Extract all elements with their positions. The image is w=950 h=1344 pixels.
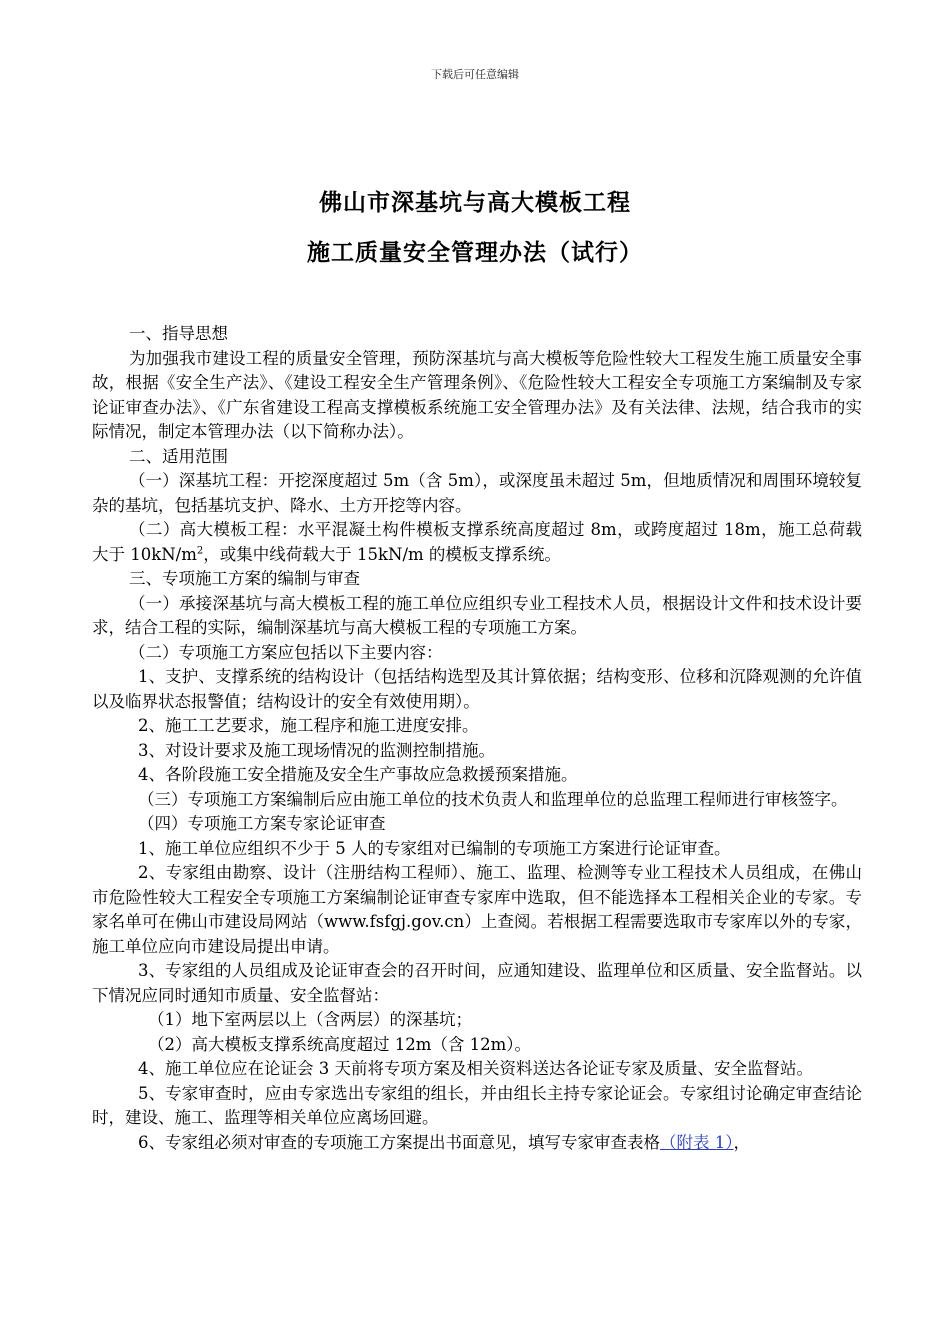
paragraph: 为加强我市建设工程的质量安全管理，预防深基坑与高大模板等危险性较大工程发生施工质量安全事故，根据《安全生产法》、《建设工程安全生产管理条例》、《危险性较大工程安全专项施工方案编制及专家论证审查办法》、《广东省建设工程高支撑模板系统施工安全管理办法》及有关法律、法规，结合我市的实际情况，制定本管理办法（以下简称办法）。	[92, 348, 862, 441]
list-item: 5、专家审查时，应由专家选出专家组的组长，并由组长主持专家论证会。专家组讨论确定审查结论时，建设、施工、监理等相关单位应离场回避。	[92, 1083, 862, 1127]
document-title-line2: 施工质量安全管理办法（试行）	[307, 239, 643, 266]
paragraph	[92, 518, 862, 567]
list-item: 4、各阶段施工安全措施及安全生产事故应急救援预案措施。	[138, 765, 578, 784]
paragraph: （一）承接深基坑与高大模板工程的施工单位应组织专业工程技术人员，根据设计文件和技术设计要求，结合工程的实际，编制深基坑与高大模板工程的专项施工方案。	[92, 593, 862, 637]
section-heading-plan: 三、专项施工方案的编制与审查	[129, 569, 360, 588]
paragraph-text: ，或集中线荷载大于 15kN/m 的模板支撑系统。	[203, 544, 561, 564]
paragraph-text: 6、专家组必须对审查的专项施工方案提出书面意见，填写专家审查表格	[138, 1132, 660, 1152]
list-item: （1）地下室两层以上（含两层）的深基坑；	[148, 1010, 472, 1029]
paragraph-text: （二）高大模板工程：水平混凝土构件模板支撑系统高度超过 8m，或跨度超过 18m，施工总荷载大于 10kN/m	[92, 520, 862, 564]
list-item	[92, 1131, 862, 1156]
section-heading-guiding: 一、指导思想	[129, 324, 228, 343]
paragraph-text: ，	[733, 1132, 750, 1152]
list-item: 2、专家组由勘察、设计（注册结构工程师）、施工、监理、检测等专业工程技术人员组成，在佛山市危险性较大工程安全专项施工方案编制论证审查专家库中选取，但不能选择本工程相关企业的专家。专家名单可在佛山市建设局网站（www.fsfgj.gov.cn）上查阅。若根据工程需要选取市专家库以外的专家，施工单位应向市建设局提出申请。	[92, 863, 862, 956]
document-body	[92, 322, 862, 1155]
list-item: 3、对设计要求及施工现场情况的监测控制措施。	[138, 740, 495, 760]
list-item: 2、施工工艺要求，施工程序和施工进度安排。	[138, 716, 479, 735]
list-item: 3、专家组的人员组成及论证审查会的召开时间，应通知建设、监理单位和区质量、安全监督站。以下情况应同时通知市质量、安全监督站：	[92, 961, 862, 1005]
appendix-link[interactable]: （附表 1）	[660, 1132, 734, 1152]
paragraph: （二）专项施工方案应包括以下主要内容：	[129, 642, 443, 662]
section-heading-scope: 二、适用范围	[129, 446, 228, 466]
list-item: （2）高大模板支撑系统高度超过 12m（含 12m）。	[148, 1034, 532, 1054]
subsection-heading: （四）专项施工方案专家论证审查	[138, 814, 386, 833]
document-title-line1: 佛山市深基坑与高大模板工程	[319, 189, 631, 216]
list-item: 1、支护、支撑系统的结构设计（包括结构选型及其计算依据；结构变形、位移和沉降观测的允许值以及临界状态报警值；结构设计的安全有效使用期）。	[92, 667, 862, 711]
list-item: 4、施工单位应在论证会 3 天前将专项方案及相关资料送达各论证专家及质量、安全监督站。	[138, 1059, 813, 1078]
superscript: 2	[196, 545, 204, 556]
paragraph: （三）专项施工方案编制后应由施工单位的技术负责人和监理单位的总监理工程师进行审核签字。	[138, 789, 848, 809]
paragraph: （一）深基坑工程：开挖深度超过 5m（含 5m），或深度虽未超过 5m，但地质情况和周围环境较复杂的基坑，包括基坑支护、降水、土方开挖等内容。	[92, 471, 862, 515]
header-note: 下载后可任意编辑	[431, 68, 519, 81]
list-item: 1、施工单位应组织不少于 5 人的专家组对已编制的专项施工方案进行论证审查。	[138, 838, 731, 858]
